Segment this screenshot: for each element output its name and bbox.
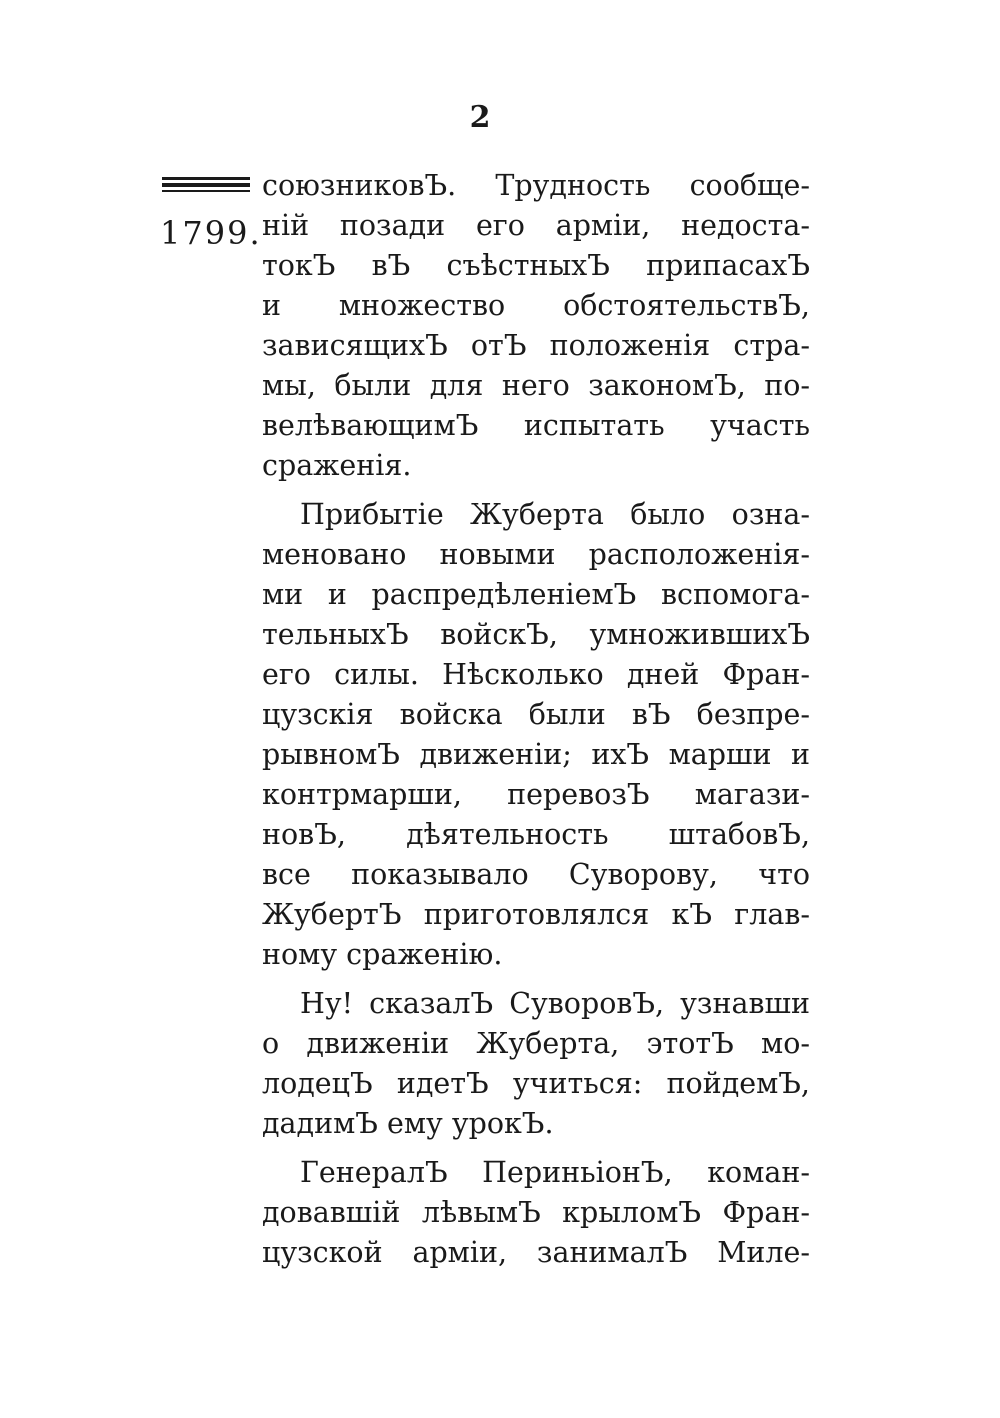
body-text	[262, 166, 810, 1273]
text-line: лодецЪ идетЪ учиться: пойдемЪ,	[262, 1067, 810, 1100]
text-line: сраженія.	[262, 449, 412, 482]
text-line: цузской арміи, занималЪ Миле-	[262, 1236, 810, 1269]
paragraph	[262, 166, 810, 486]
text-line: все показывало Суворову, что	[262, 858, 810, 891]
text-line: о движеніи Жуберта, этотЪ мо-	[262, 1027, 810, 1060]
margin-rule	[162, 177, 250, 180]
page-number: 2	[469, 100, 491, 135]
paragraph	[262, 984, 810, 1144]
text-line: союзниковЪ. Трудность сообще-	[262, 169, 810, 202]
text-line: новЪ, дѣятельность штабовЪ,	[262, 818, 810, 851]
text-line: его силы. Нѣсколько дней Фран-	[262, 658, 810, 691]
text-line: мы, были для него закономЪ, по-	[262, 369, 810, 402]
margin-rule	[162, 183, 250, 187]
text-line: ному сраженію.	[262, 938, 503, 971]
text-line: меновано новыми расположенія-	[262, 538, 810, 571]
text-line: цузскія войска были вЪ безпре-	[262, 698, 810, 731]
text-line: велѣвающимЪ испытать участь	[262, 409, 810, 442]
text-line: зависящихЪ отЪ положенія стра-	[262, 329, 810, 362]
text-line: тельныхЪ войскЪ, умножившихЪ	[262, 618, 810, 651]
text-line: ми и распредѣленіемЪ вспомога-	[262, 578, 810, 611]
text-line: Прибытіе Жуберта было озна-	[300, 498, 810, 531]
paragraph	[262, 495, 810, 975]
text-line: ГенералЪ ПериньіонЪ, коман-	[300, 1156, 810, 1189]
text-line: ній позади его арміи, недоста-	[262, 209, 810, 242]
text-line: ЖубертЪ приготовлялся кЪ глав-	[262, 898, 810, 931]
paragraph	[262, 1153, 810, 1273]
text-line: рывномЪ движеніи; ихЪ марши и	[262, 738, 810, 771]
text-line: токЪ вЪ съѣстныхЪ припасахЪ	[262, 249, 810, 282]
text-line: и множество обстоятельствЪ,	[262, 289, 810, 322]
text-line: Ну! сказалЪ СуворовЪ, узнавши	[300, 987, 810, 1020]
text-line: контрмарши, перевозЪ магази-	[262, 778, 810, 811]
margin-rule	[162, 190, 250, 192]
text-line: дадимЪ ему урокЪ.	[262, 1107, 554, 1140]
text-line: довавшій лѣвымЪ крыломЪ Фран-	[262, 1196, 810, 1229]
margin-year: 1799.	[160, 214, 262, 252]
